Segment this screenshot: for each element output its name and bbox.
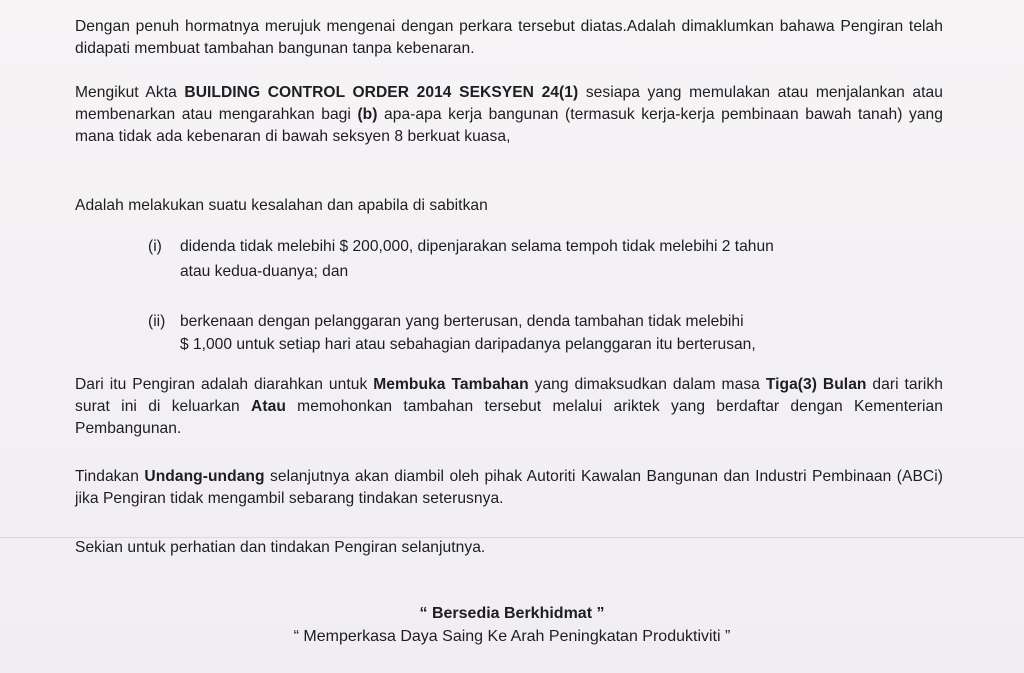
legal-action-text: selanjutnya akan diambil oleh pihak Autoriti Kawalan Bangunan dan Industri Pembinaan (ABCi) jika Pengiran tidak mengambil sebarang tindakan seterusnya.	[75, 468, 943, 507]
directive-text: dari tarikh surat ini di keluarkan	[75, 376, 943, 415]
penalty-item-line: $ 1,000 untuk setiap hari atau sebahagian daripadanya pelanggaran itu berterusan,	[180, 336, 756, 353]
paragraph-closing-text: Sekian untuk perhatian dan tindakan Pengiran selanjutnya.	[75, 539, 486, 556]
penalty-item-line: didenda tidak melebihi $ 200,000, dipenjarakan selama tempoh tidak melebihi 2 tahun	[180, 238, 774, 255]
paragraph-act-reference	[75, 82, 943, 148]
directive-deadline: Tiga(3) Bulan	[765, 376, 867, 393]
act-intro-text: Mengikut Akta	[75, 84, 185, 101]
slogan: “ Memperkasa Daya Saing Ke Arah Peningkatan Produktiviti ”	[293, 628, 731, 645]
directive-text: Dari itu Pengiran adalah diarahkan untuk	[75, 376, 374, 393]
paragraph-offence	[75, 195, 943, 217]
legal-action-text: Tindakan	[75, 468, 145, 485]
paragraph-directive	[75, 374, 943, 440]
directive-alternative: Atau	[251, 398, 286, 415]
act-clause: (b)	[357, 106, 378, 123]
penalty-item-line: berkenaan dengan pelanggaran yang berterusan, denda tambahan tidak melebihi	[180, 313, 744, 330]
penalty-item-number: (ii)	[148, 313, 166, 330]
act-name: BUILDING CONTROL ORDER 2014 SEKSYEN 24(1)	[184, 84, 579, 101]
directive-action: Membuka Tambahan	[373, 376, 529, 393]
act-closing-text: apa-apa kerja bangunan (termasuk kerja-kerja pembinaan bawah tanah) yang mana tidak ada kebenaran di bawah seksyen 8 berkuat kuasa,	[75, 106, 943, 145]
paragraph-closing	[75, 537, 943, 559]
penalty-item-number: (i)	[148, 238, 162, 255]
legal-action-keyword: Undang-undang	[144, 468, 265, 485]
paragraph-opening-text: Dengan penuh hormatnya merujuk mengenai dengan perkara tersebut diatas.Adalah dimaklumkan bahawa Pengiran telah didapati membuat tambahan bangunan tanpa kebenaran.	[75, 18, 943, 57]
paragraph-opening	[75, 16, 943, 60]
paragraph-legal-action	[75, 466, 943, 510]
act-middle-text: sesiapa yang memulakan atau menjalankan atau membenarkan atau mengarahkan bagi	[75, 84, 943, 123]
paragraph-offence-text: Adalah melakukan suatu kesalahan dan apabila di sabitkan	[75, 197, 488, 214]
penalty-item-line: atau kedua-duanya; dan	[180, 263, 349, 280]
directive-text: memohonkan tambahan tersebut melalui ariktek yang berdaftar dengan Kementerian Pembangunan.	[75, 398, 944, 437]
motto: “ Bersedia Berkhidmat ”	[419, 605, 605, 622]
directive-text: yang dimaksudkan dalam masa	[528, 376, 766, 393]
